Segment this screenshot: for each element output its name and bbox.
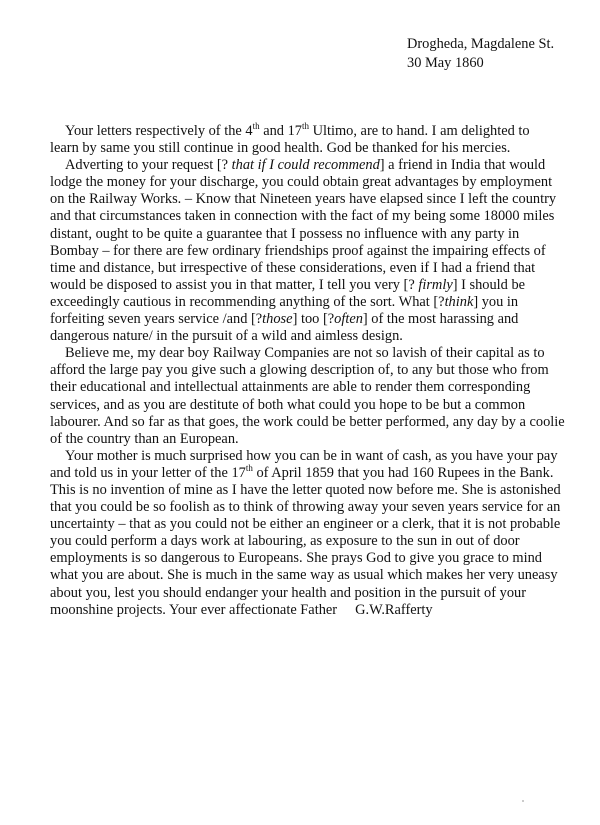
letter-place: Drogheda, Magdalene St.: [407, 36, 555, 52]
paragraph-2-line-2: lodge the money for your discharge, you could obtain great advantages by employment: [50, 174, 553, 191]
italic-insertion: firmly: [418, 276, 453, 293]
paragraph-3-line-5: labourer. And so far as that goes, the work could be better performed, any day by a coolie: [50, 413, 565, 430]
italic-insertion: those: [262, 311, 293, 328]
paragraph-2-line-8: [50, 277, 550, 294]
ordinal-superscript: th: [301, 121, 309, 131]
scan-speck: [522, 800, 524, 802]
letter-date: 30 May 1860: [407, 55, 484, 71]
italic-insertion: think: [444, 293, 474, 310]
text-run: and told us in your letter of the 17: [50, 464, 246, 481]
signature: G.W.Rafferty: [355, 601, 433, 618]
text-run: ] I should be: [452, 276, 526, 293]
text-run: and 17: [259, 123, 302, 139]
paragraph-4-line-10: [50, 602, 550, 619]
text-run: ] you in: [473, 293, 519, 310]
paragraph-4-line-1: Your mother is much surprised how you can be in want of cash, as you have your pay: [65, 447, 558, 464]
paragraph-3-line-3: their educational and intellectual attainments are able to render them corresponding: [50, 379, 531, 396]
paragraph-4-line-5: uncertainty – that as you could not be either an engineer or a clerk, that it is not probable: [50, 516, 561, 533]
paragraph-2-line-9: [50, 294, 550, 311]
paragraph-3-line-2: afford the large pay you give such a glowing description of, to any but those who from: [50, 362, 549, 379]
paragraph-2-line-1: [50, 157, 550, 174]
paragraph-4-line-3: This is no invention of mine as I have the letter quoted now before me. She is astonished: [50, 481, 561, 498]
ordinal-superscript: th: [245, 462, 253, 473]
text-run: of April 1859 that you had 160 Rupees in the Bank.: [252, 464, 554, 481]
paragraph-1-line-1: [50, 123, 550, 140]
paragraph-4-line-4: that you could be so foolish as to think of throwing away your seven years service for an: [50, 499, 561, 516]
ordinal-superscript: th: [252, 121, 260, 131]
paragraph-2-line-10: [50, 311, 550, 328]
text-run: forfeiting seven years service /and [?: [50, 311, 263, 328]
paragraph-4-line-6: you could perform a days work at labouring, as exposure to the sun in out of door: [50, 533, 520, 550]
paragraph-3-line-6: of the country than an European.: [50, 430, 239, 447]
text-run: ] a friend in India that would: [379, 157, 546, 174]
paragraph-1-line-2: learn by same you still continue in good health. God be thanked for his mercies.: [50, 140, 511, 157]
paragraph-2-line-11: dangerous nature/ in the pursuit of a wild and aimless design.: [50, 328, 403, 345]
paragraph-3-line-1: Believe me, my dear boy Railway Companies are not so lavish of their capital as to: [65, 345, 545, 362]
text-run: Ultimo, are to hand. I am delighted to: [308, 123, 530, 139]
paragraph-4-line-2: [50, 462, 554, 482]
paragraph-2-line-5: distant, ought to be quite a guarantee that I possess no influence with any party in: [50, 225, 520, 242]
paragraph-4-line-7: employments is so dangerous to Europeans. She prays God to give you grace to mind: [50, 550, 542, 567]
text-run: would be disposed to assist you in that matter, I tell you very [?: [50, 276, 419, 293]
paragraph-4-line-9: about you, lest you should endanger your health and position in the pursuit of your: [50, 584, 527, 601]
paragraph-2-line-7: time and distance, but irrespective of these considerations, even if I had a friend that: [50, 259, 536, 276]
text-run: ] of the most harassing and: [362, 311, 519, 328]
text-run: Your letters respectively of the 4: [65, 123, 253, 139]
paragraph-2-line-3: on the Railway Works. – Know that Nineteen years have elapsed since I left the country: [50, 191, 557, 208]
paragraph-3-line-4: services, and as you are destitute of both what could you hope to be but a common: [50, 396, 526, 413]
paragraph-4-line-8: what you are about. She is much in the same way as usual which makes her very uneasy: [50, 567, 558, 584]
text-run: exceedingly cautious in recommending anything of the sort. What [?: [50, 293, 445, 310]
letter-body: [50, 121, 565, 619]
italic-insertion: often: [334, 311, 363, 328]
italic-insertion: that if I could recommend: [231, 157, 380, 174]
letter-header: [407, 35, 554, 73]
closing-line: moonshine projects. Your ever affectionate Father: [50, 601, 338, 618]
paragraph-2-line-6: Bombay – for there are few ordinary friendships proof against the impairing effects of: [50, 242, 546, 259]
text-run: Adverting to your request [?: [65, 157, 232, 174]
paragraph-2-line-4: and that circumstances taken in connection with the fact of my being some 18000 miles: [50, 208, 555, 225]
text-run: ] too [?: [292, 311, 335, 328]
